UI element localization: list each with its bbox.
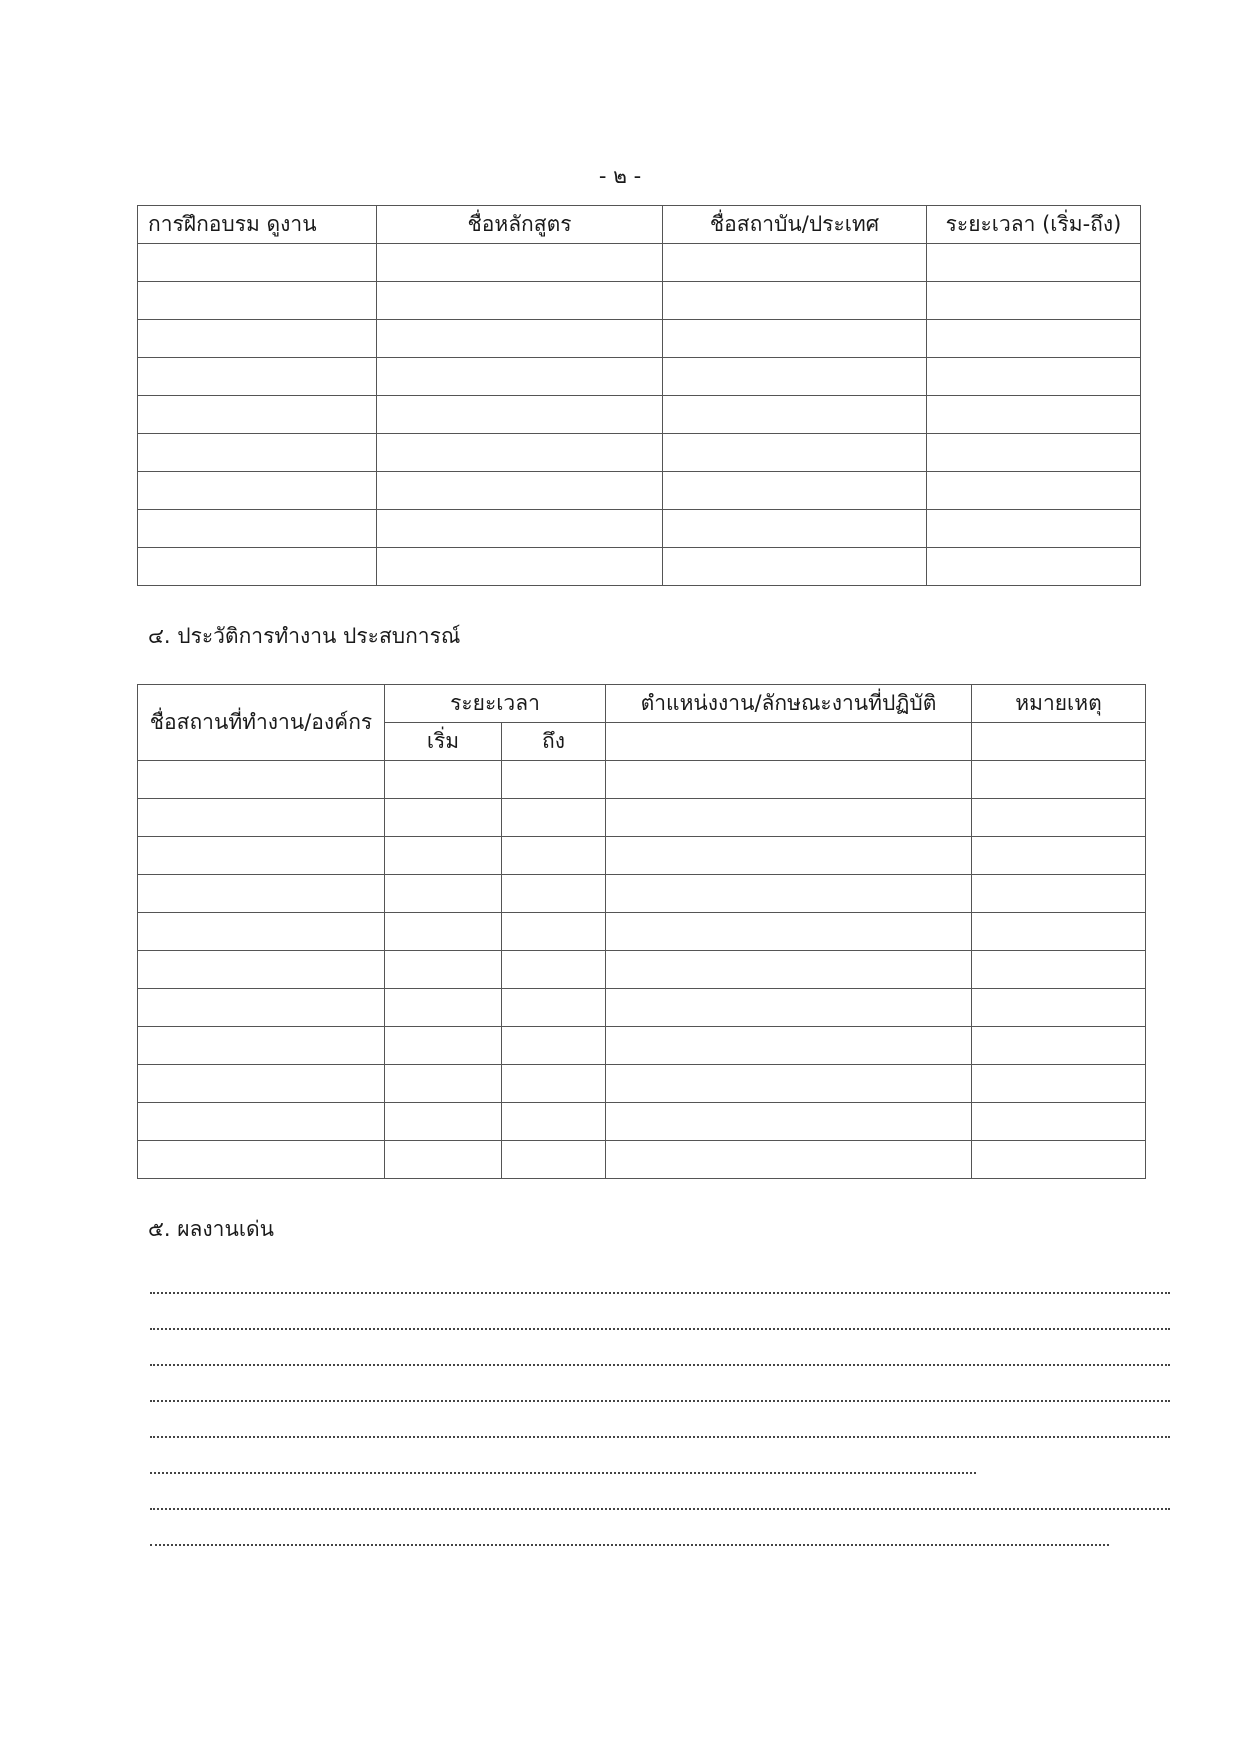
table-cell[interactable]	[663, 358, 927, 396]
table-cell[interactable]	[385, 913, 502, 951]
dotted-fill-line[interactable]	[150, 1402, 1170, 1438]
table-cell[interactable]	[606, 951, 972, 989]
table-cell[interactable]	[663, 282, 927, 320]
table-cell[interactable]	[663, 244, 927, 282]
table-row	[138, 396, 1141, 434]
table-cell[interactable]	[138, 472, 377, 510]
table-row	[138, 1103, 1146, 1141]
table-cell[interactable]	[385, 1141, 502, 1179]
table-row	[138, 1065, 1146, 1103]
table-cell[interactable]	[377, 358, 663, 396]
header-remark-blank	[972, 723, 1146, 761]
table-cell[interactable]	[502, 1141, 606, 1179]
table-cell[interactable]	[606, 1065, 972, 1103]
table-row	[138, 510, 1141, 548]
table-cell[interactable]	[606, 1027, 972, 1065]
table-cell[interactable]	[138, 837, 385, 875]
table-cell[interactable]	[927, 434, 1141, 472]
table-cell[interactable]	[502, 761, 606, 799]
table-cell[interactable]	[377, 472, 663, 510]
table-cell[interactable]	[606, 1103, 972, 1141]
table-cell[interactable]	[385, 1027, 502, 1065]
table-cell[interactable]	[663, 434, 927, 472]
work-history-table	[137, 684, 1146, 1179]
table-cell[interactable]	[138, 1141, 385, 1179]
table-cell[interactable]	[377, 244, 663, 282]
table-cell[interactable]	[385, 951, 502, 989]
table-cell[interactable]	[385, 761, 502, 799]
table-cell[interactable]	[972, 951, 1146, 989]
header-period: ระยะเวลา	[385, 685, 606, 723]
table-cell[interactable]	[377, 396, 663, 434]
page-number: - ๒ -	[598, 164, 642, 188]
table-row	[138, 358, 1141, 396]
table-cell[interactable]	[385, 799, 502, 837]
table-cell[interactable]	[138, 244, 377, 282]
table-cell[interactable]	[606, 837, 972, 875]
table-cell[interactable]	[663, 396, 927, 434]
outstanding-work-lines	[150, 1258, 1170, 1546]
table-cell[interactable]	[972, 1027, 1146, 1065]
table-cell[interactable]	[138, 1027, 385, 1065]
table-cell[interactable]	[663, 320, 927, 358]
table-cell[interactable]	[972, 837, 1146, 875]
table-row	[138, 434, 1141, 472]
table-cell[interactable]	[663, 548, 927, 586]
table-cell[interactable]	[385, 875, 502, 913]
table-cell[interactable]	[385, 1103, 502, 1141]
table-cell[interactable]	[138, 1103, 385, 1141]
table-row	[138, 1141, 1146, 1179]
header-end: ถึง	[502, 723, 606, 761]
table-row	[138, 472, 1141, 510]
table-cell[interactable]	[606, 875, 972, 913]
table-cell[interactable]	[502, 989, 606, 1027]
table-row	[138, 951, 1146, 989]
header-institution-country: ชื่อสถาบัน/ประเทศ	[663, 206, 927, 244]
table-cell[interactable]	[385, 1065, 502, 1103]
table-cell[interactable]	[927, 244, 1141, 282]
table-cell[interactable]	[385, 837, 502, 875]
table-row	[138, 875, 1146, 913]
table-cell[interactable]	[972, 875, 1146, 913]
table-cell[interactable]	[502, 837, 606, 875]
table-cell[interactable]	[138, 358, 377, 396]
training-table	[137, 205, 1141, 586]
table-cell[interactable]	[377, 434, 663, 472]
section-4-heading: ๔. ประวัติการทำงาน ประสบการณ์	[148, 624, 461, 648]
table-row	[138, 799, 1146, 837]
table-cell[interactable]	[138, 396, 377, 434]
table-cell[interactable]	[502, 1065, 606, 1103]
table-cell[interactable]	[972, 761, 1146, 799]
table-cell[interactable]	[972, 1103, 1146, 1141]
header-position: ตำแหน่งงาน/ลักษณะงานที่ปฏิบัติ	[606, 685, 972, 723]
table-cell[interactable]	[606, 913, 972, 951]
header-workplace: ชื่อสถานที่ทำงาน/องค์กร	[138, 685, 385, 761]
table-cell[interactable]	[138, 1065, 385, 1103]
table-cell[interactable]	[502, 913, 606, 951]
table-cell[interactable]	[502, 1103, 606, 1141]
table-cell[interactable]	[502, 1027, 606, 1065]
header-course-name: ชื่อหลักสูตร	[377, 206, 663, 244]
dotted-fill-line[interactable]	[150, 1294, 1170, 1330]
table-cell[interactable]	[138, 320, 377, 358]
table-cell[interactable]	[502, 951, 606, 989]
table-row	[138, 913, 1146, 951]
table-cell[interactable]	[606, 761, 972, 799]
table-cell[interactable]	[927, 396, 1141, 434]
table-cell[interactable]	[927, 548, 1141, 586]
training-table-header-row	[138, 206, 1141, 244]
table-cell[interactable]	[972, 799, 1146, 837]
table-cell[interactable]	[138, 913, 385, 951]
work-table-header-row	[138, 685, 1146, 723]
dotted-fill-line[interactable]	[150, 1438, 1170, 1474]
table-cell[interactable]	[138, 799, 385, 837]
table-row	[138, 1027, 1146, 1065]
table-cell[interactable]	[138, 434, 377, 472]
table-cell[interactable]	[972, 1065, 1146, 1103]
table-cell[interactable]	[138, 282, 377, 320]
header-remark: หมายเหตุ	[972, 685, 1146, 723]
dotted-fill-line[interactable]	[150, 1258, 1170, 1294]
table-row	[138, 761, 1146, 799]
table-row	[138, 320, 1141, 358]
table-cell[interactable]	[502, 875, 606, 913]
table-cell[interactable]	[377, 548, 663, 586]
dotted-fill-line[interactable]	[150, 1330, 1170, 1366]
table-cell[interactable]	[972, 913, 1146, 951]
table-row	[138, 989, 1146, 1027]
table-cell[interactable]	[138, 548, 377, 586]
table-cell[interactable]	[377, 510, 663, 548]
table-cell[interactable]	[972, 1141, 1146, 1179]
table-cell[interactable]	[138, 951, 385, 989]
table-row	[138, 282, 1141, 320]
table-cell[interactable]	[606, 799, 972, 837]
table-cell[interactable]	[663, 472, 927, 510]
table-cell[interactable]	[927, 510, 1141, 548]
table-cell[interactable]	[138, 510, 377, 548]
table-row	[138, 244, 1141, 282]
table-cell[interactable]	[385, 989, 502, 1027]
table-cell[interactable]	[606, 989, 972, 1027]
table-cell[interactable]	[663, 510, 927, 548]
header-training: การฝึกอบรม ดูงาน	[138, 206, 377, 244]
table-cell[interactable]	[377, 282, 663, 320]
table-cell[interactable]	[972, 989, 1146, 1027]
table-cell[interactable]	[138, 875, 385, 913]
table-cell[interactable]	[138, 989, 385, 1027]
dotted-fill-line[interactable]	[150, 1366, 1170, 1402]
table-cell[interactable]	[927, 320, 1141, 358]
dotted-fill-line[interactable]	[150, 1510, 1170, 1546]
table-row	[138, 837, 1146, 875]
table-row	[138, 548, 1141, 586]
header-start: เริ่ม	[385, 723, 502, 761]
table-cell[interactable]	[377, 320, 663, 358]
table-cell[interactable]	[502, 799, 606, 837]
header-position-blank	[606, 723, 972, 761]
table-cell[interactable]	[927, 282, 1141, 320]
table-cell[interactable]	[138, 761, 385, 799]
dotted-fill-line[interactable]	[150, 1474, 1170, 1510]
table-cell[interactable]	[927, 472, 1141, 510]
header-duration: ระยะเวลา (เริ่ม-ถึง)	[927, 206, 1141, 244]
table-cell[interactable]	[606, 1141, 972, 1179]
section-5-heading: ๕. ผลงานเด่น	[148, 1217, 274, 1241]
table-cell[interactable]	[927, 358, 1141, 396]
